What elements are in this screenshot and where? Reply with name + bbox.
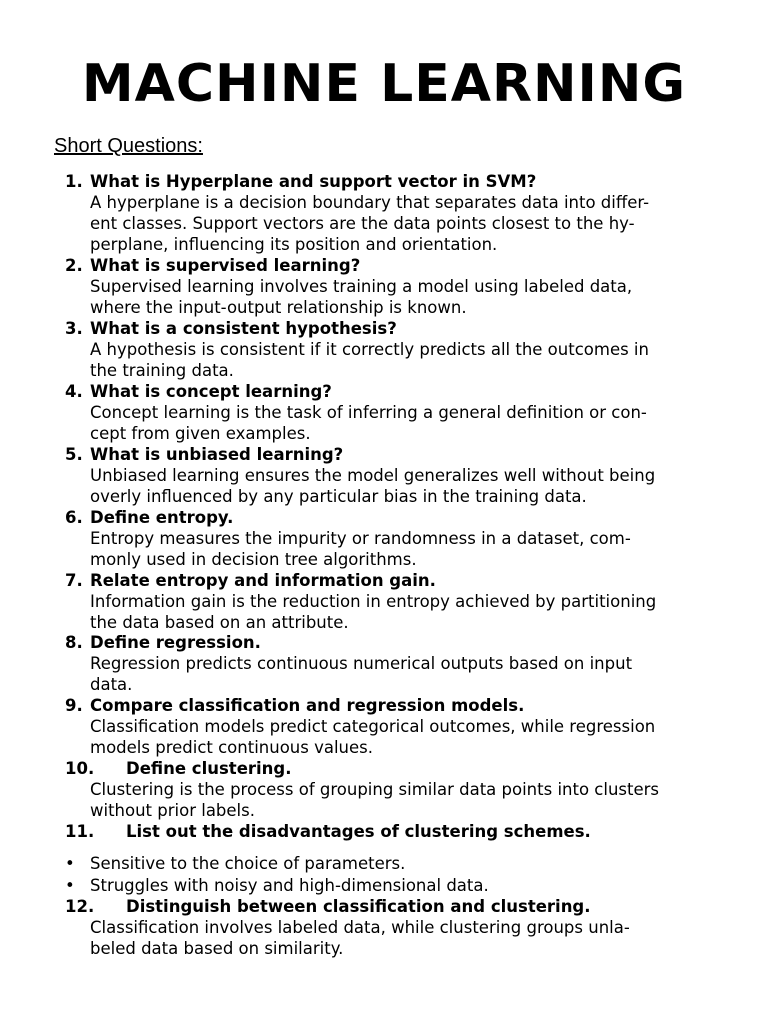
bullet-item: Struggles with noisy and high-dimensional data.	[90, 876, 489, 895]
page-title: MACHINE LEARNING	[81, 54, 687, 114]
question-number: 11.	[65, 822, 95, 841]
answer-text: A hypothesis is consistent if it correctly predicts all the outcomes in the training data.	[90, 340, 649, 380]
bullet-marker: •	[65, 876, 75, 895]
question-number: 10.	[65, 759, 95, 778]
question-number: 6.	[65, 508, 83, 527]
question-number: 9.	[65, 696, 83, 715]
question-number: 1.	[65, 172, 83, 191]
answer-text: Regression predicts continuous numerical outputs based on input data.	[90, 654, 633, 694]
answer-text: Classification involves labeled data, while clustering groups unla- beled data based on similarity.	[90, 918, 630, 958]
question-text: Compare classification and regression models.	[90, 696, 525, 715]
question-text: What is unbiased learning?	[90, 445, 344, 464]
section-heading: Short Questions:	[54, 135, 203, 157]
answer-text: Clustering is the process of grouping similar data points into clusters without prior labels.	[90, 780, 660, 820]
answer-text: Supervised learning involves training a model using labeled data, where the input-output relationship is known.	[90, 277, 633, 317]
question-number: 8.	[65, 633, 83, 652]
bullet-item: Sensitive to the choice of parameters.	[90, 854, 406, 873]
answer-text: Entropy measures the impurity or randomness in a dataset, com- monly used in decision tree algorithms.	[90, 529, 631, 569]
question-number: 2.	[65, 256, 83, 275]
question-number: 7.	[65, 571, 83, 590]
question-number: 5.	[65, 445, 83, 464]
question-text: What is a consistent hypothesis?	[90, 319, 397, 338]
question-text: What is Hyperplane and support vector in SVM?	[90, 172, 537, 191]
question-text: What is concept learning?	[90, 382, 332, 401]
question-text: Define regression.	[90, 633, 261, 652]
question-text: List out the disadvantages of clustering schemes.	[126, 822, 591, 841]
bullet-marker: •	[65, 854, 75, 873]
question-text: What is supervised learning?	[90, 256, 361, 275]
question-number: 4.	[65, 382, 83, 401]
question-text: Relate entropy and information gain.	[90, 571, 436, 590]
answer-text: Information gain is the reduction in entropy achieved by partitioning the data based on an attribute.	[90, 592, 657, 632]
answer-text: A hyperplane is a decision boundary that separates data into differ- ent classes. Support vectors are the data points closest to the hy- perplane, influencing its position and orientation.	[90, 193, 650, 254]
question-text: Define entropy.	[90, 508, 234, 527]
answer-text: Unbiased learning ensures the model generalizes well without being overly influenced by any particular bias in the training data.	[90, 466, 656, 506]
answer-text: Concept learning is the task of inferring a general definition or con- cept from given examples.	[90, 403, 647, 443]
question-text: Distinguish between classification and clustering.	[126, 897, 591, 916]
question-number: 3.	[65, 319, 83, 338]
question-text: Define clustering.	[126, 759, 292, 778]
question-number: 12.	[65, 897, 95, 916]
answer-text: Classification models predict categorical outcomes, while regression models predict continuous values.	[90, 717, 656, 757]
